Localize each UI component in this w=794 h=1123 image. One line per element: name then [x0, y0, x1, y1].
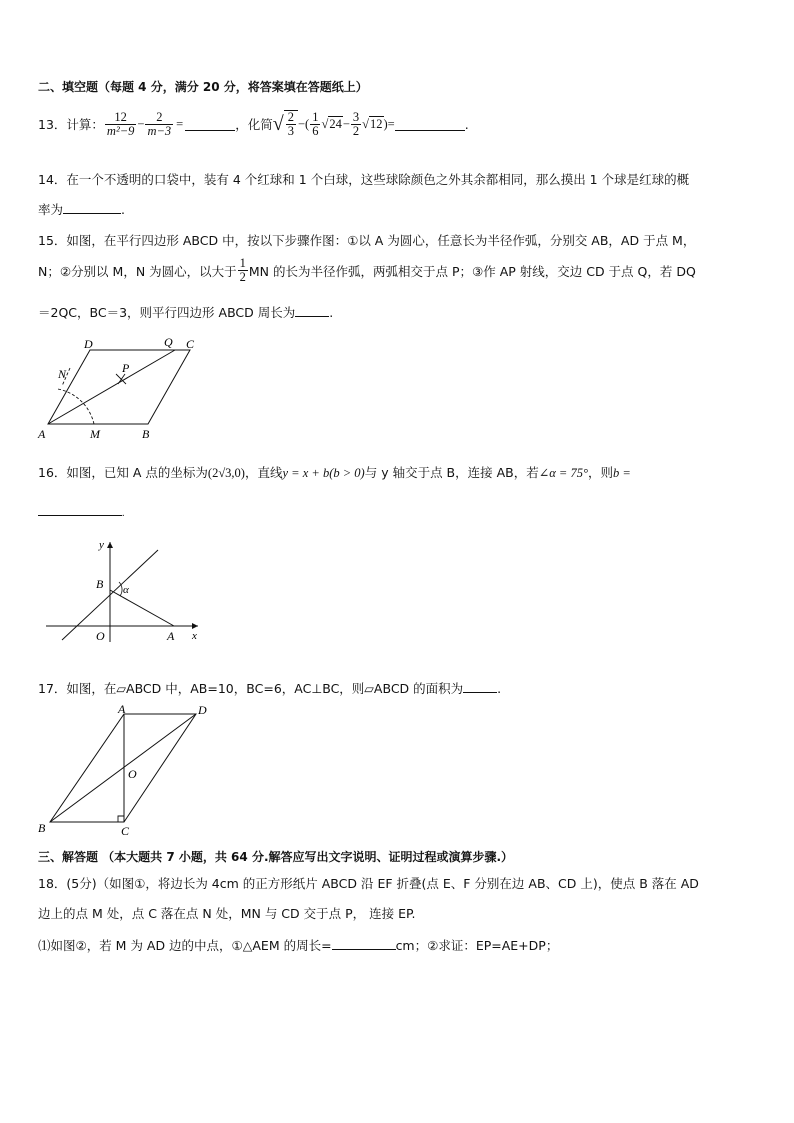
label-x: x — [192, 630, 197, 642]
q16-line-1: 16．如图，已知 A 点的坐标为(2√3,0)，直线y = x + b(b > 0)与 y 轴交于点 B，连接 AB，若∠α = 75°，则b = — [38, 465, 631, 480]
figure-15-parallelogram — [30, 332, 210, 444]
label-p: P — [122, 361, 130, 375]
q17-line: 17．如图，在▱ABCD 中，AB=10，BC=6，AC⊥BC，则▱ABCD 的面积为 . — [38, 681, 502, 696]
q13-sqrt-fraction: √ $\frac{2}{3}$ — [273, 110, 298, 138]
q18-line-3: ⑴如图②，若 M 为 AD 边的中点，①△AEM 的周长= cm；②求证：EP=AE+DP； — [38, 938, 559, 953]
label-a: A — [118, 702, 126, 716]
q13-sqrt-24: √24 — [321, 116, 342, 131]
y-axis-arrow — [107, 542, 113, 548]
label-b: B — [96, 577, 104, 591]
diagonal-bd — [50, 714, 196, 822]
label-a: A — [38, 427, 46, 441]
label-c: C — [121, 824, 130, 838]
label-c: C — [186, 337, 195, 351]
label-d: D — [198, 703, 207, 717]
right-angle-mark — [118, 816, 124, 822]
label-b: B — [38, 821, 46, 835]
q13-answer-blank-1[interactable] — [185, 118, 235, 131]
section-3-title: 三、解答题 （本大题共 7 小题，共 64 分.解答应写出文字说明、证明过程或演算步骤.） — [38, 850, 514, 864]
figure-16-coordinate — [40, 536, 210, 648]
ray-ap — [48, 350, 175, 424]
label-a: A — [167, 629, 175, 643]
label-m: M — [90, 427, 100, 441]
segment-ab — [110, 590, 174, 626]
label-alpha: α — [123, 584, 129, 596]
q13-calc-label: 计算： — [66, 117, 104, 132]
q15-line-2: N；②分别以 M，N 为圆心，以大于 $\frac{1}{2}$ MN 的长为半径作弧，两弧相交于点 P；③作 AP 射线，交边 CD 于点 Q，若 DQ — [38, 256, 696, 284]
q18-line-2: 边上的点 M 处，点 C 落在点 N 处，MN 与 CD 交于点 P， 连接 EP. — [38, 906, 416, 921]
q13-number: 13． — [38, 117, 67, 132]
q15-line-3: ＝2QC，BC＝3，则平行四边形 ABCD 周长为 . — [38, 305, 334, 320]
q15-line-1: 15．如图，在平行四边形 ABCD 中，按以下步骤作图：①以 A 为圆心，任意长为半径作弧，分别交 AB，AD 于点 M， — [38, 233, 696, 248]
q18-line-1: 18．(5分)（如图①，将边长为 4cm 的正方形纸片 ABCD 沿 EF 折叠(点 E、F 分别在边 AB、CD 上)，使点 B 落在 AD — [38, 876, 699, 891]
q14-line-2: 率为 . — [38, 202, 125, 217]
section-2-title: 二、填空题（每题 4 分，满分 20 分，将答案填在答题纸上） — [38, 80, 368, 94]
q16-answer-blank[interactable] — [38, 503, 122, 516]
arc-mn — [58, 389, 94, 424]
label-y: y — [99, 539, 104, 551]
figure-17-parallelogram — [32, 700, 222, 840]
q17-answer-blank[interactable] — [463, 680, 497, 693]
label-n: N — [58, 367, 67, 381]
q13-sqrt-12: √12 — [362, 116, 383, 131]
label-o: O — [96, 629, 105, 643]
q15-half-fraction: $\frac{1}{2}$ — [239, 256, 246, 284]
q15-answer-blank[interactable] — [295, 304, 329, 317]
label-o: O — [128, 767, 137, 781]
q13-fraction-3: $\frac{1}{6}$ — [312, 109, 319, 138]
label-q: Q — [164, 335, 173, 349]
label-b: B — [142, 427, 150, 441]
q18-answer-blank[interactable] — [332, 937, 396, 950]
q14-line-1: 14．在一个不透明的口袋中，装有 4 个红球和 1 个白球，这些球除颜色之外其余都相同，那么摸出 1 个球是红球的概 — [38, 172, 690, 187]
q13-simplify-label: ，化简 — [235, 117, 273, 132]
x-axis-arrow — [192, 623, 198, 629]
q13-fraction-4: $\frac{3}{2}$ — [352, 109, 360, 138]
q13-fraction-2: $\frac{2}{m-3}$ — [147, 109, 172, 138]
q13-fraction-1: $\frac{12}{\text{m²−9}}$ — [106, 109, 135, 138]
label-d: D — [84, 337, 93, 351]
question-13: 13． 计算： $\frac{12}{\text{m²−9}}$ − $\frac{2}{m-3}$ = ，化简 √ $\frac{2}{3}$ −( $\frac{1}{6}$ √24 − $\frac{3}{2}$ √12 )= . — [38, 109, 469, 138]
q14-answer-blank[interactable] — [63, 201, 121, 214]
parallelogram-abcd — [48, 350, 190, 424]
q16-answer-line: . — [38, 503, 125, 519]
q13-answer-blank-2[interactable] — [395, 118, 465, 131]
